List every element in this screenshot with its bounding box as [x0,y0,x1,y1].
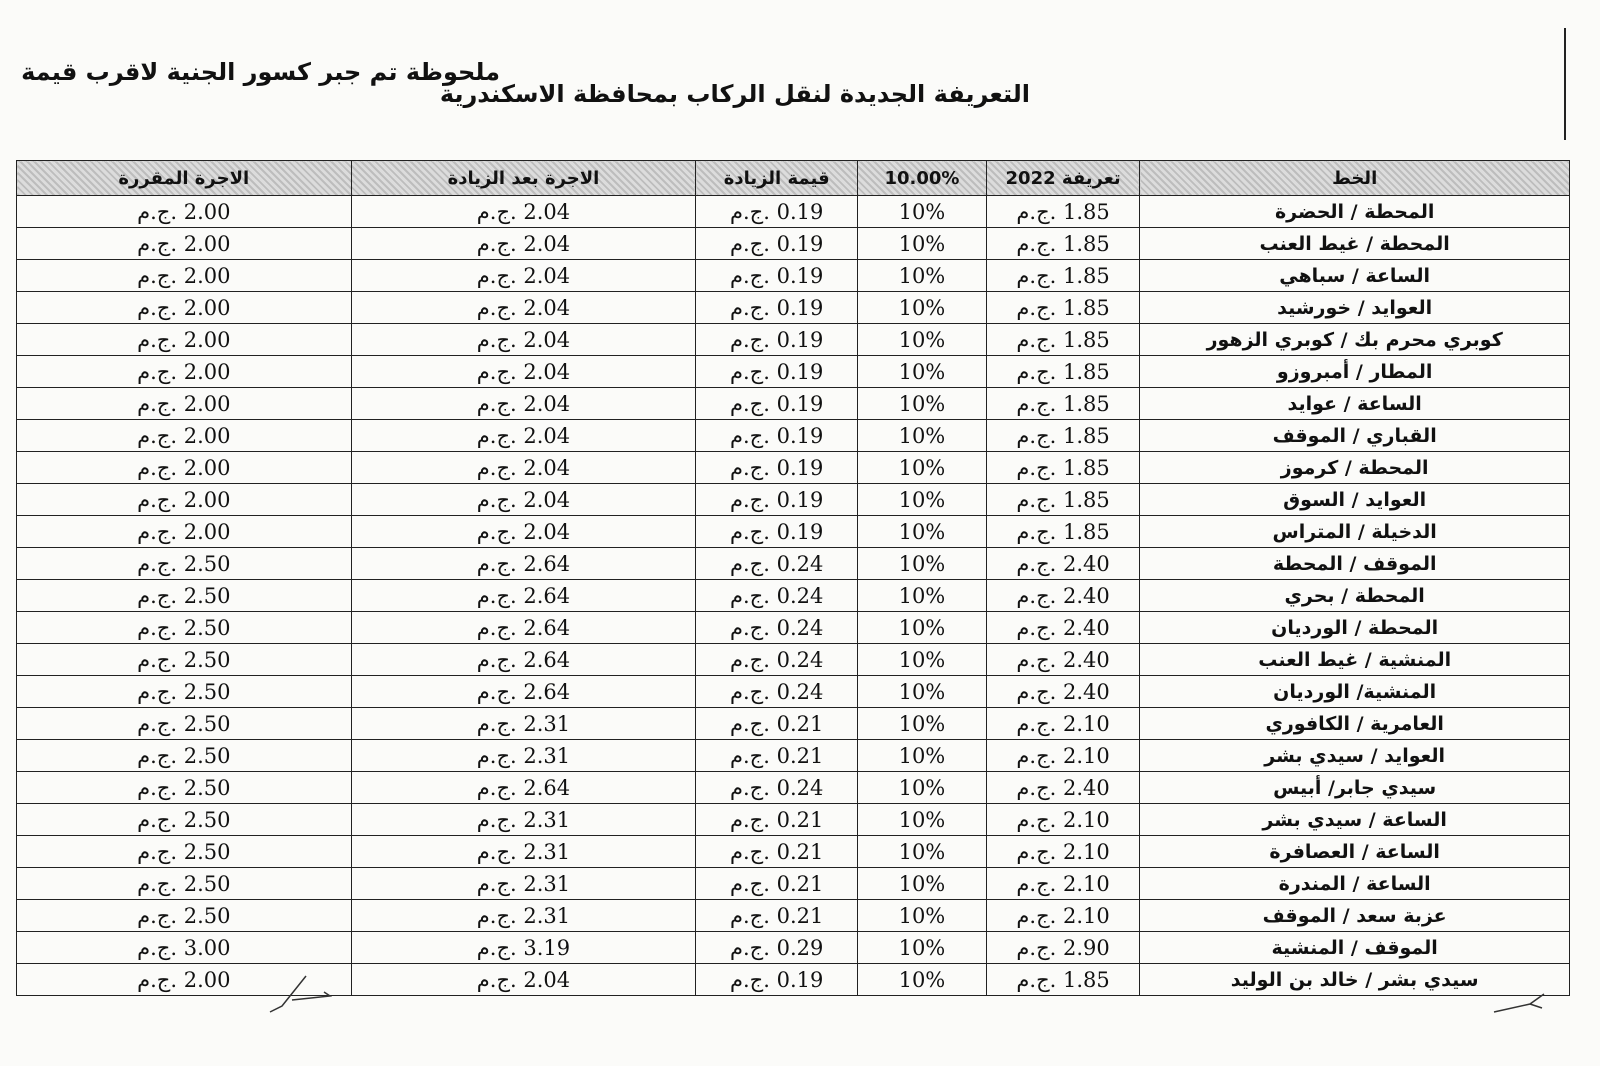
table-row [17,420,1570,452]
tariff-2022-cell: 1.85 .ج.م [986,964,1139,996]
increase-value-cell: 0.24 .ج.م [696,676,858,708]
fare-table-header [17,161,1570,196]
page-title: التعريفة الجديدة لنقل الركاب بمحافظة الاسكندرية [439,80,1030,108]
table-row [17,740,1570,772]
route-cell: العامرية / الكافوري [1140,708,1570,740]
increase-value-cell: 0.19 .ج.م [696,228,858,260]
percent-cell: 10% [857,228,986,260]
route-cell: المحطة / كرموز [1140,452,1570,484]
percent-cell: 10% [857,420,986,452]
approved-fare-cell: 2.00 .ج.م [17,356,352,388]
table-row [17,708,1570,740]
header-tariff-2022: تعريفة 2022 [986,161,1139,196]
table-row [17,324,1570,356]
percent-cell: 10% [857,964,986,996]
percent-cell: 10% [857,580,986,612]
fare-after-increase-cell: 2.04 .ج.م [351,964,696,996]
percent-cell: 10% [857,676,986,708]
tariff-2022-cell: 2.10 .ج.م [986,836,1139,868]
table-row [17,260,1570,292]
route-cell: الساعة / العصافرة [1140,836,1570,868]
rounding-note: ملحوظة تم جبر كسور الجنية لاقرب قيمة [21,58,500,86]
table-row [17,804,1570,836]
signature-mark-left [262,966,342,1016]
percent-cell: 10% [857,644,986,676]
table-row [17,484,1570,516]
fare-after-increase-cell: 2.04 .ج.م [351,292,696,324]
approved-fare-cell: 2.50 .ج.م [17,644,352,676]
increase-value-cell: 0.19 .ج.م [696,356,858,388]
increase-value-cell: 0.19 .ج.م [696,292,858,324]
approved-fare-cell: 2.50 .ج.م [17,836,352,868]
fare-after-increase-cell: 2.64 .ج.م [351,612,696,644]
tariff-2022-cell: 2.40 .ج.م [986,644,1139,676]
approved-fare-cell: 2.00 .ج.م [17,196,352,228]
increase-value-cell: 0.19 .ج.م [696,196,858,228]
fare-after-increase-cell: 2.04 .ج.م [351,516,696,548]
approved-fare-cell: 2.50 .ج.م [17,772,352,804]
approved-fare-cell: 2.50 .ج.م [17,580,352,612]
increase-value-cell: 0.24 .ج.م [696,772,858,804]
route-cell: الساعة / المندرة [1140,868,1570,900]
fare-after-increase-cell: 2.04 .ج.م [351,228,696,260]
approved-fare-cell: 2.00 .ج.م [17,292,352,324]
approved-fare-cell: 2.50 .ج.م [17,740,352,772]
route-cell: سيدي جابر/ أبيس [1140,772,1570,804]
table-row [17,548,1570,580]
approved-fare-cell: 2.50 .ج.م [17,676,352,708]
approved-fare-cell: 2.50 .ج.م [17,612,352,644]
fare-after-increase-cell: 2.04 .ج.م [351,388,696,420]
approved-fare-cell: 3.00 .ج.م [17,932,352,964]
route-cell: المحطة / الورديان [1140,612,1570,644]
approved-fare-cell: 2.50 .ج.م [17,804,352,836]
increase-value-cell: 0.19 .ج.م [696,452,858,484]
table-row [17,228,1570,260]
increase-value-cell: 0.21 .ج.م [696,740,858,772]
tariff-2022-cell: 2.40 .ج.م [986,772,1139,804]
table-row [17,900,1570,932]
route-cell: العوايد / السوق [1140,484,1570,516]
increase-value-cell: 0.19 .ج.م [696,964,858,996]
fare-after-increase-cell: 2.31 .ج.م [351,804,696,836]
fare-after-increase-cell: 2.64 .ج.م [351,644,696,676]
tariff-2022-cell: 1.85 .ج.م [986,484,1139,516]
tariff-2022-cell: 1.85 .ج.م [986,260,1139,292]
approved-fare-cell: 2.00 .ج.م [17,228,352,260]
route-cell: المحطة / الحضرة [1140,196,1570,228]
route-cell: القباري / الموقف [1140,420,1570,452]
header-route: الخط [1140,161,1570,196]
percent-cell: 10% [857,708,986,740]
fare-after-increase-cell: 2.04 .ج.م [351,260,696,292]
table-row [17,580,1570,612]
tariff-2022-cell: 2.40 .ج.م [986,612,1139,644]
approved-fare-cell: 2.00 .ج.م [17,452,352,484]
route-cell: المحطة / بحري [1140,580,1570,612]
approved-fare-cell: 2.50 .ج.م [17,900,352,932]
signature-mark-right [1490,988,1550,1018]
increase-value-cell: 0.21 .ج.م [696,900,858,932]
percent-cell: 10% [857,900,986,932]
table-row [17,676,1570,708]
tariff-2022-cell: 2.90 .ج.م [986,932,1139,964]
tariff-2022-cell: 2.10 .ج.م [986,804,1139,836]
table-row [17,516,1570,548]
approved-fare-cell: 2.50 .ج.م [17,708,352,740]
tariff-2022-cell: 2.40 .ج.م [986,580,1139,612]
percent-cell: 10% [857,260,986,292]
table-row [17,868,1570,900]
fare-after-increase-cell: 2.31 .ج.م [351,868,696,900]
approved-fare-cell: 2.00 .ج.م [17,420,352,452]
increase-value-cell: 0.24 .ج.م [696,644,858,676]
tariff-2022-cell: 1.85 .ج.م [986,228,1139,260]
increase-value-cell: 0.21 .ج.م [696,836,858,868]
route-cell: الساعة / سباهي [1140,260,1570,292]
route-cell: سيدي بشر / خالد بن الوليد [1140,964,1570,996]
increase-value-cell: 0.24 .ج.م [696,580,858,612]
fare-after-increase-cell: 2.64 .ج.م [351,548,696,580]
percent-cell: 10% [857,612,986,644]
tariff-2022-cell: 1.85 .ج.م [986,292,1139,324]
percent-cell: 10% [857,548,986,580]
tariff-2022-cell: 1.85 .ج.م [986,324,1139,356]
tariff-2022-cell: 1.85 .ج.م [986,452,1139,484]
fare-after-increase-cell: 2.31 .ج.م [351,740,696,772]
tariff-2022-cell: 2.10 .ج.م [986,900,1139,932]
route-cell: الساعة / عوايد [1140,388,1570,420]
approved-fare-cell: 2.00 .ج.م [17,964,352,996]
percent-cell: 10% [857,292,986,324]
increase-value-cell: 0.24 .ج.م [696,612,858,644]
tariff-2022-cell: 2.40 .ج.م [986,548,1139,580]
route-cell: المحطة / غيط العنب [1140,228,1570,260]
fare-after-increase-cell: 2.31 .ج.م [351,836,696,868]
increase-value-cell: 0.24 .ج.م [696,548,858,580]
fare-after-increase-cell: 2.04 .ج.م [351,324,696,356]
route-cell: الدخيلة / المتراس [1140,516,1570,548]
fare-after-increase-cell: 3.19 .ج.م [351,932,696,964]
tariff-2022-cell: 1.85 .ج.م [986,420,1139,452]
fare-after-increase-cell: 2.64 .ج.م [351,772,696,804]
increase-value-cell: 0.21 .ج.م [696,708,858,740]
tariff-2022-cell: 1.85 .ج.م [986,356,1139,388]
header-fare-after-increase: الاجرة بعد الزيادة [351,161,696,196]
table-row [17,772,1570,804]
fare-after-increase-cell: 2.04 .ج.م [351,452,696,484]
approved-fare-cell: 2.00 .ج.م [17,516,352,548]
percent-cell: 10% [857,740,986,772]
fare-after-increase-cell: 2.04 .ج.م [351,196,696,228]
table-row [17,388,1570,420]
page-edge-line [1564,28,1566,140]
tariff-2022-cell: 1.85 .ج.م [986,516,1139,548]
fare-after-increase-cell: 2.64 .ج.م [351,580,696,612]
approved-fare-cell: 2.00 .ج.م [17,388,352,420]
tariff-2022-cell: 2.10 .ج.م [986,708,1139,740]
table-row [17,932,1570,964]
tariff-2022-cell: 1.85 .ج.م [986,196,1139,228]
header-approved-fare: الاجرة المقررة [17,161,352,196]
table-row [17,452,1570,484]
route-cell: الموقف / المحطة [1140,548,1570,580]
percent-cell: 10% [857,804,986,836]
tariff-2022-cell: 2.10 .ج.م [986,740,1139,772]
percent-cell: 10% [857,324,986,356]
percent-cell: 10% [857,484,986,516]
approved-fare-cell: 2.50 .ج.م [17,868,352,900]
percent-cell: 10% [857,356,986,388]
approved-fare-cell: 2.00 .ج.م [17,324,352,356]
fare-after-increase-cell: 2.04 .ج.م [351,484,696,516]
route-cell: العوايد / سيدي بشر [1140,740,1570,772]
fare-after-increase-cell: 2.04 .ج.م [351,420,696,452]
table-row [17,836,1570,868]
table-row [17,644,1570,676]
percent-cell: 10% [857,196,986,228]
route-cell: المنشية / غيط العنب [1140,644,1570,676]
increase-value-cell: 0.19 .ج.م [696,260,858,292]
route-cell: الساعة / سيدي بشر [1140,804,1570,836]
increase-value-cell: 0.19 .ج.م [696,388,858,420]
table-row [17,196,1570,228]
route-cell: عزبة سعد / الموقف [1140,900,1570,932]
fare-table [16,160,1570,996]
increase-value-cell: 0.21 .ج.م [696,804,858,836]
percent-cell: 10% [857,932,986,964]
percent-cell: 10% [857,868,986,900]
route-cell: الموقف / المنشية [1140,932,1570,964]
approved-fare-cell: 2.00 .ج.م [17,484,352,516]
percent-cell: 10% [857,836,986,868]
percent-cell: 10% [857,516,986,548]
percent-cell: 10% [857,452,986,484]
increase-value-cell: 0.19 .ج.م [696,420,858,452]
route-cell: المطار / أمبروزو [1140,356,1570,388]
approved-fare-cell: 2.50 .ج.م [17,548,352,580]
route-cell: كوبري محرم بك / كوبري الزهور [1140,324,1570,356]
route-cell: المنشية/ الورديان [1140,676,1570,708]
increase-value-cell: 0.19 .ج.م [696,324,858,356]
table-row [17,964,1570,996]
increase-value-cell: 0.21 .ج.م [696,868,858,900]
approved-fare-cell: 2.00 .ج.م [17,260,352,292]
fare-after-increase-cell: 2.04 .ج.م [351,356,696,388]
increase-value-cell: 0.19 .ج.م [696,484,858,516]
fare-after-increase-cell: 2.31 .ج.م [351,900,696,932]
route-cell: العوايد / خورشيد [1140,292,1570,324]
header-increase-value: قيمة الزيادة [696,161,858,196]
header-percent: 10.00% [857,161,986,196]
increase-value-cell: 0.29 .ج.م [696,932,858,964]
table-row [17,612,1570,644]
tariff-2022-cell: 2.40 .ج.م [986,676,1139,708]
fare-after-increase-cell: 2.64 .ج.م [351,676,696,708]
tariff-2022-cell: 1.85 .ج.م [986,388,1139,420]
percent-cell: 10% [857,388,986,420]
increase-value-cell: 0.19 .ج.م [696,516,858,548]
table-row [17,356,1570,388]
table-row [17,292,1570,324]
fare-table-body [17,196,1570,996]
fare-after-increase-cell: 2.31 .ج.م [351,708,696,740]
header-row [17,161,1570,196]
percent-cell: 10% [857,772,986,804]
tariff-2022-cell: 2.10 .ج.م [986,868,1139,900]
